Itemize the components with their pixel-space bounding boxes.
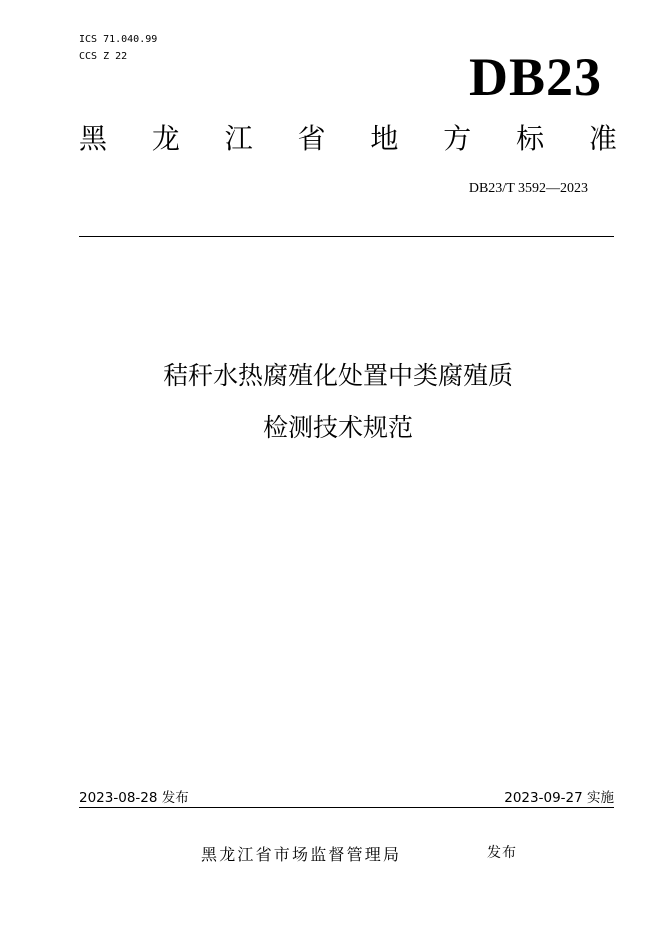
issuing-authority: 黑龙江省市场监督管理局 bbox=[201, 845, 402, 864]
implement-date: 2023-09-27 实施 bbox=[504, 790, 614, 806]
ics-code: ICS 71.040.99 bbox=[79, 34, 158, 45]
document-title-line-2: 检测技术规范 bbox=[262, 413, 413, 442]
standard-code-logo: DB23 bbox=[468, 47, 602, 107]
standard-type-char: 地 bbox=[370, 122, 399, 155]
standard-type-char: 方 bbox=[443, 122, 472, 155]
footer-divider bbox=[79, 807, 614, 808]
standard-type-char: 龙 bbox=[151, 122, 180, 155]
standard-type-char: 标 bbox=[516, 122, 545, 155]
header-divider bbox=[79, 236, 614, 237]
standard-number: DB23/T 3592—2023 bbox=[468, 181, 588, 196]
standard-type-char: 准 bbox=[588, 122, 617, 155]
document-title-line-1: 秸秆水热腐殖化处置中类腐殖质 bbox=[162, 361, 513, 390]
standard-type-char: 江 bbox=[224, 122, 253, 155]
standard-type-char: 省 bbox=[297, 122, 326, 155]
ccs-code: CCS Z 22 bbox=[79, 51, 128, 62]
standard-type-heading bbox=[79, 120, 617, 158]
publish-date: 2023-08-28 发布 bbox=[79, 790, 189, 806]
issuer-action: 发布 bbox=[487, 845, 517, 861]
standard-type-char: 黑 bbox=[79, 122, 108, 155]
